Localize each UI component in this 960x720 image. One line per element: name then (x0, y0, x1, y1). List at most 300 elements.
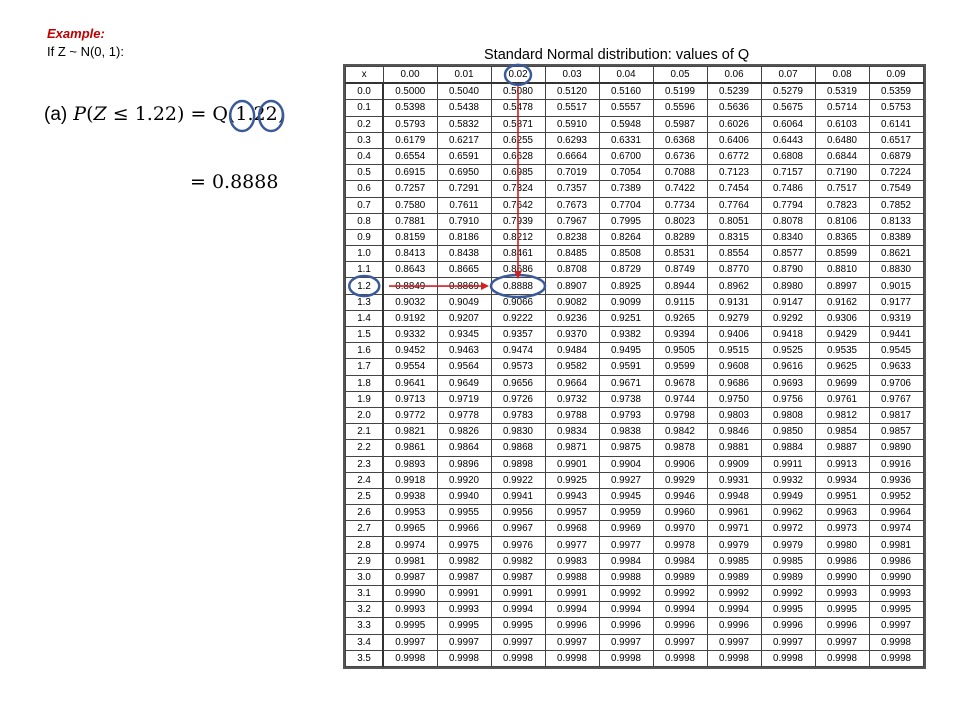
table-cell: 0.9998 (383, 650, 437, 666)
table-cell: 0.8888 (491, 278, 545, 294)
table-cell: 0.9505 (653, 343, 707, 359)
table-cell: 0.9997 (761, 634, 815, 650)
row-header-x: 2.4 (346, 472, 384, 488)
table-cell: 0.9998 (869, 650, 923, 666)
table-cell: 0.5319 (815, 83, 869, 100)
table-cell: 0.9973 (815, 521, 869, 537)
table-cell: 0.9545 (869, 343, 923, 359)
table-cell: 0.6915 (383, 165, 437, 181)
table-cell: 0.8159 (383, 229, 437, 245)
table-cell: 0.9192 (383, 310, 437, 326)
table-cell: 0.9965 (383, 521, 437, 537)
table-cell: 0.9929 (653, 472, 707, 488)
table-cell: 0.9983 (545, 553, 599, 569)
table-cell: 0.9599 (653, 359, 707, 375)
table-cell: 0.9207 (437, 310, 491, 326)
table-cell: 0.5793 (383, 116, 437, 132)
table-row (346, 165, 924, 181)
table-cell: 0.5040 (437, 83, 491, 100)
table-cell: 0.9949 (761, 488, 815, 504)
row-header-x: 3.5 (346, 650, 384, 666)
table-cell: 0.5987 (653, 116, 707, 132)
table-cell: 0.9945 (599, 488, 653, 504)
table-row (346, 197, 924, 213)
table-cell: 0.9985 (707, 553, 761, 569)
table-row (346, 650, 924, 666)
table-cell: 0.9995 (491, 618, 545, 634)
table-cell: 0.7852 (869, 197, 923, 213)
table-cell: 0.9994 (653, 602, 707, 618)
table-cell: 0.9706 (869, 375, 923, 391)
row-header-x: 0.9 (346, 229, 384, 245)
table-cell: 0.9959 (599, 505, 653, 521)
table-row (346, 83, 924, 100)
table-cell: 0.8665 (437, 262, 491, 278)
table-cell: 0.9162 (815, 294, 869, 310)
table-cell: 0.9982 (491, 553, 545, 569)
table-cell: 0.9995 (437, 618, 491, 634)
table-cell: 0.9850 (761, 424, 815, 440)
table-cell: 0.9713 (383, 391, 437, 407)
table-cell: 0.9997 (545, 634, 599, 650)
table-cell: 0.9994 (707, 602, 761, 618)
table-row (346, 278, 924, 294)
row-header-x: 0.6 (346, 181, 384, 197)
table-row (346, 472, 924, 488)
table-cell: 0.9846 (707, 424, 761, 440)
table-cell: 0.9896 (437, 456, 491, 472)
table-cell: 0.9744 (653, 391, 707, 407)
table-row (346, 359, 924, 375)
table-cell: 0.9484 (545, 343, 599, 359)
table-cell: 0.9998 (707, 650, 761, 666)
table-cell: 0.9998 (437, 650, 491, 666)
table-cell: 0.9382 (599, 327, 653, 343)
table-cell: 0.9962 (761, 505, 815, 521)
table-cell: 0.8849 (383, 278, 437, 294)
table-row (346, 132, 924, 148)
table-cell: 0.8485 (545, 246, 599, 262)
table-cell: 0.9988 (599, 569, 653, 585)
table-cell: 0.7486 (761, 181, 815, 197)
table-cell: 0.8212 (491, 229, 545, 245)
table-cell: 0.8186 (437, 229, 491, 245)
table-cell: 0.6217 (437, 132, 491, 148)
table-cell: 0.8531 (653, 246, 707, 262)
table-cell: 0.5080 (491, 83, 545, 100)
table-row (346, 440, 924, 456)
table-cell: 0.8944 (653, 278, 707, 294)
table-row (346, 634, 924, 650)
table-cell: 0.6554 (383, 148, 437, 164)
table-cell: 0.9738 (599, 391, 653, 407)
table-cell: 0.9357 (491, 327, 545, 343)
table-cell: 0.9625 (815, 359, 869, 375)
table-cell: 0.9834 (545, 424, 599, 440)
table-cell: 0.9693 (761, 375, 815, 391)
table-cell: 0.8365 (815, 229, 869, 245)
table-cell: 0.8729 (599, 262, 653, 278)
table-cell: 0.9772 (383, 407, 437, 423)
table-cell: 0.9236 (545, 310, 599, 326)
row-header-x: 1.8 (346, 375, 384, 391)
row-header-x: 1.5 (346, 327, 384, 343)
table-cell: 0.6179 (383, 132, 437, 148)
table-cell: 0.7611 (437, 197, 491, 213)
table-cell: 0.7157 (761, 165, 815, 181)
table-cell: 0.9996 (707, 618, 761, 634)
table-cell: 0.9997 (599, 634, 653, 650)
probability-symbol: P (73, 103, 87, 125)
table-cell: 0.8315 (707, 229, 761, 245)
table-cell: 0.9656 (491, 375, 545, 391)
table-row (346, 262, 924, 278)
table-cell: 0.7257 (383, 181, 437, 197)
table-cell: 0.9990 (383, 586, 437, 602)
row-header-x: 1.6 (346, 343, 384, 359)
table-cell: 0.9564 (437, 359, 491, 375)
table-cell: 0.5871 (491, 116, 545, 132)
table-cell: 0.6628 (491, 148, 545, 164)
table-cell: 0.7967 (545, 213, 599, 229)
table-cell: 0.9147 (761, 294, 815, 310)
table-cell: 0.9871 (545, 440, 599, 456)
table-cell: 0.9998 (761, 650, 815, 666)
table-cell: 0.9306 (815, 310, 869, 326)
table-cell: 0.9573 (491, 359, 545, 375)
table-cell: 0.9997 (815, 634, 869, 650)
table-cell: 0.7291 (437, 181, 491, 197)
table-cell: 0.6772 (707, 148, 761, 164)
table-cell: 0.9927 (599, 472, 653, 488)
table-cell: 0.5398 (383, 100, 437, 116)
table-cell: 0.6700 (599, 148, 653, 164)
table-cell: 0.9946 (653, 488, 707, 504)
table-cell: 0.9991 (437, 586, 491, 602)
table-cell: 0.9332 (383, 327, 437, 343)
row-header-x: 2.3 (346, 456, 384, 472)
row-header-x: 2.6 (346, 505, 384, 521)
table-cell: 0.9778 (437, 407, 491, 423)
table-cell: 0.7764 (707, 197, 761, 213)
table-cell: 0.7019 (545, 165, 599, 181)
table-cell: 0.6255 (491, 132, 545, 148)
row-header-x: 1.2 (346, 278, 384, 294)
row-header-x: 2.0 (346, 407, 384, 423)
table-cell: 0.6293 (545, 132, 599, 148)
table-cell: 0.9998 (491, 650, 545, 666)
table-cell: 0.9987 (383, 569, 437, 585)
table-cell: 0.9986 (815, 553, 869, 569)
table-cell: 0.9884 (761, 440, 815, 456)
table-cell: 0.9998 (653, 650, 707, 666)
table-cell: 0.9032 (383, 294, 437, 310)
table-cell: 0.6736 (653, 148, 707, 164)
table-cell: 0.9940 (437, 488, 491, 504)
table-cell: 0.9990 (869, 569, 923, 585)
table-cell: 0.9998 (545, 650, 599, 666)
table-cell: 0.5120 (545, 83, 599, 100)
table-cell: 0.9913 (815, 456, 869, 472)
table-cell: 0.9826 (437, 424, 491, 440)
table-cell: 0.9878 (653, 440, 707, 456)
table-cell: 0.9370 (545, 327, 599, 343)
table-cell: 0.9909 (707, 456, 761, 472)
table-cell: 0.9345 (437, 327, 491, 343)
row-header-x: 0.3 (346, 132, 384, 148)
table-row (346, 553, 924, 569)
table-cell: 0.9996 (815, 618, 869, 634)
table-cell: 0.9987 (491, 569, 545, 585)
table-cell: 0.9406 (707, 327, 761, 343)
row-header-x: 1.7 (346, 359, 384, 375)
table-cell: 0.8997 (815, 278, 869, 294)
table-cell: 0.9474 (491, 343, 545, 359)
table-cell: 0.9969 (599, 521, 653, 537)
table-cell: 0.9066 (491, 294, 545, 310)
equation-relation: ≤ 1.22) = Q(1.22) (106, 103, 286, 125)
row-header-x: 1.3 (346, 294, 384, 310)
table-cell: 0.9418 (761, 327, 815, 343)
table-cell: 0.8621 (869, 246, 923, 262)
table-cell: 0.5239 (707, 83, 761, 100)
table-cell: 0.9976 (491, 537, 545, 553)
table-cell: 0.9984 (599, 553, 653, 569)
row-header-x: 3.0 (346, 569, 384, 585)
table-cell: 0.9535 (815, 343, 869, 359)
table-cell: 0.8051 (707, 213, 761, 229)
table-cell: 0.9803 (707, 407, 761, 423)
row-header-x: 0.5 (346, 165, 384, 181)
table-cell: 0.9686 (707, 375, 761, 391)
table-cell: 0.5517 (545, 100, 599, 116)
table-cell: 0.9991 (491, 586, 545, 602)
table-cell: 0.9979 (761, 537, 815, 553)
table-cell: 0.8925 (599, 278, 653, 294)
column-header: 0.04 (599, 67, 653, 84)
table-row (346, 521, 924, 537)
table-cell: 0.9953 (383, 505, 437, 521)
table-cell: 0.8508 (599, 246, 653, 262)
table-cell: 0.7054 (599, 165, 653, 181)
table-cell: 0.9994 (545, 602, 599, 618)
table-cell: 0.9798 (653, 407, 707, 423)
table-cell: 0.7422 (653, 181, 707, 197)
table-cell: 0.9808 (761, 407, 815, 423)
table-cell: 0.9992 (707, 586, 761, 602)
row-header-x: 3.3 (346, 618, 384, 634)
table-cell: 0.8264 (599, 229, 653, 245)
table-cell: 0.5000 (383, 83, 437, 100)
table-cell: 0.9441 (869, 327, 923, 343)
table-cell: 0.6141 (869, 116, 923, 132)
table-cell: 0.9887 (815, 440, 869, 456)
table-cell: 0.7224 (869, 165, 923, 181)
table-cell: 0.9989 (653, 569, 707, 585)
q-table-frame (343, 64, 926, 669)
table-cell: 0.9918 (383, 472, 437, 488)
table-cell: 0.9990 (815, 569, 869, 585)
table-cell: 0.7357 (545, 181, 599, 197)
table-row (346, 327, 924, 343)
table-cell: 0.9995 (869, 602, 923, 618)
table-cell: 0.5596 (653, 100, 707, 116)
table-cell: 0.7549 (869, 181, 923, 197)
table-row (346, 488, 924, 504)
table-cell: 0.9966 (437, 521, 491, 537)
table-cell: 0.8289 (653, 229, 707, 245)
table-cell: 0.9916 (869, 456, 923, 472)
row-header-x: 1.4 (346, 310, 384, 326)
table-cell: 0.9974 (383, 537, 437, 553)
table-cell: 0.9963 (815, 505, 869, 521)
table-row (346, 391, 924, 407)
table-cell: 0.9049 (437, 294, 491, 310)
table-cell: 0.8962 (707, 278, 761, 294)
table-cell: 0.9854 (815, 424, 869, 440)
table-cell: 0.9998 (815, 650, 869, 666)
table-cell: 0.9906 (653, 456, 707, 472)
table-cell: 0.9996 (653, 618, 707, 634)
table-cell: 0.9995 (383, 618, 437, 634)
row-header-x: 1.9 (346, 391, 384, 407)
table-cell: 0.9582 (545, 359, 599, 375)
table-cell: 0.9788 (545, 407, 599, 423)
table-cell: 0.9115 (653, 294, 707, 310)
table-cell: 0.5675 (761, 100, 815, 116)
table-cell: 0.6879 (869, 148, 923, 164)
row-header-x: 1.0 (346, 246, 384, 262)
table-cell: 0.9515 (707, 343, 761, 359)
table-cell: 0.5910 (545, 116, 599, 132)
row-header-x: 3.2 (346, 602, 384, 618)
table-cell: 0.9767 (869, 391, 923, 407)
table-cell: 0.9911 (761, 456, 815, 472)
table-cell: 0.8643 (383, 262, 437, 278)
table-cell: 0.9996 (761, 618, 815, 634)
table-cell: 0.8438 (437, 246, 491, 262)
table-cell: 0.7823 (815, 197, 869, 213)
row-header-x: 2.9 (346, 553, 384, 569)
table-cell: 0.6026 (707, 116, 761, 132)
table-cell: 0.8980 (761, 278, 815, 294)
table-cell: 0.9996 (545, 618, 599, 634)
table-cell: 0.9931 (707, 472, 761, 488)
table-cell: 0.7454 (707, 181, 761, 197)
table-cell: 0.9978 (653, 537, 707, 553)
table-cell: 0.9394 (653, 327, 707, 343)
table-cell: 0.5359 (869, 83, 923, 100)
table-cell: 0.9997 (383, 634, 437, 650)
table-row (346, 618, 924, 634)
table-cell: 0.9992 (599, 586, 653, 602)
table-cell: 0.7995 (599, 213, 653, 229)
table-cell: 0.9941 (491, 488, 545, 504)
equation-result: = 0.8888 (190, 171, 279, 193)
table-cell: 0.5199 (653, 83, 707, 100)
table-cell: 0.9099 (599, 294, 653, 310)
table-cell: 0.7123 (707, 165, 761, 181)
table-cell: 0.9982 (437, 553, 491, 569)
table-cell: 0.7389 (599, 181, 653, 197)
table-cell: 0.8686 (491, 262, 545, 278)
table-cell: 0.9980 (815, 537, 869, 553)
table-cell: 0.9678 (653, 375, 707, 391)
table-cell: 0.9998 (869, 634, 923, 650)
table-cell: 0.9821 (383, 424, 437, 440)
table-cell: 0.8869 (437, 278, 491, 294)
table-cell: 0.9890 (869, 440, 923, 456)
table-cell: 0.9616 (761, 359, 815, 375)
table-cell: 0.9995 (761, 602, 815, 618)
table-cell: 0.9951 (815, 488, 869, 504)
table-cell: 0.9898 (491, 456, 545, 472)
table-cell: 0.6591 (437, 148, 491, 164)
column-header: 0.08 (815, 67, 869, 84)
table-cell: 0.9960 (653, 505, 707, 521)
table-cell: 0.9319 (869, 310, 923, 326)
table-cell: 0.8770 (707, 262, 761, 278)
table-cell: 0.7794 (761, 197, 815, 213)
table-cell: 0.9957 (545, 505, 599, 521)
table-cell: 0.8790 (761, 262, 815, 278)
table-cell: 0.6103 (815, 116, 869, 132)
table-row (346, 246, 924, 262)
table-cell: 0.9981 (383, 553, 437, 569)
table-cell: 0.9452 (383, 343, 437, 359)
table-cell: 0.9996 (599, 618, 653, 634)
table-row (346, 424, 924, 440)
table-cell: 0.6844 (815, 148, 869, 164)
table-cell: 0.7673 (545, 197, 599, 213)
part-label: (a) (44, 104, 68, 125)
table-cell: 0.9997 (653, 634, 707, 650)
table-cell: 0.9495 (599, 343, 653, 359)
table-cell: 0.9992 (653, 586, 707, 602)
table-cell: 0.9463 (437, 343, 491, 359)
table-cell: 0.9994 (491, 602, 545, 618)
table-row (346, 100, 924, 116)
table-cell: 0.6368 (653, 132, 707, 148)
table-cell: 0.9993 (815, 586, 869, 602)
open-paren: ( (86, 103, 94, 125)
column-header-x: x (346, 67, 384, 84)
table-cell: 0.6950 (437, 165, 491, 181)
table-cell: 0.9961 (707, 505, 761, 521)
row-header-x: 0.4 (346, 148, 384, 164)
table-cell: 0.6985 (491, 165, 545, 181)
table-cell: 0.9292 (761, 310, 815, 326)
table-cell: 0.6664 (545, 148, 599, 164)
table-cell: 0.8577 (761, 246, 815, 262)
table-cell: 0.5948 (599, 116, 653, 132)
table-cell: 0.9817 (869, 407, 923, 423)
table-cell: 0.8106 (815, 213, 869, 229)
table-cell: 0.6331 (599, 132, 653, 148)
table-cell: 0.8907 (545, 278, 599, 294)
table-cell: 0.6480 (815, 132, 869, 148)
table-row (346, 343, 924, 359)
table-cell: 0.8389 (869, 229, 923, 245)
table-cell: 0.9726 (491, 391, 545, 407)
table-cell: 0.9972 (761, 521, 815, 537)
example-subtitle: If Z ~ N(0, 1): (47, 44, 124, 59)
table-cell: 0.9993 (869, 586, 923, 602)
column-header: 0.07 (761, 67, 815, 84)
row-header-x: 3.1 (346, 586, 384, 602)
table-cell: 0.9948 (707, 488, 761, 504)
table-cell: 0.8461 (491, 246, 545, 262)
